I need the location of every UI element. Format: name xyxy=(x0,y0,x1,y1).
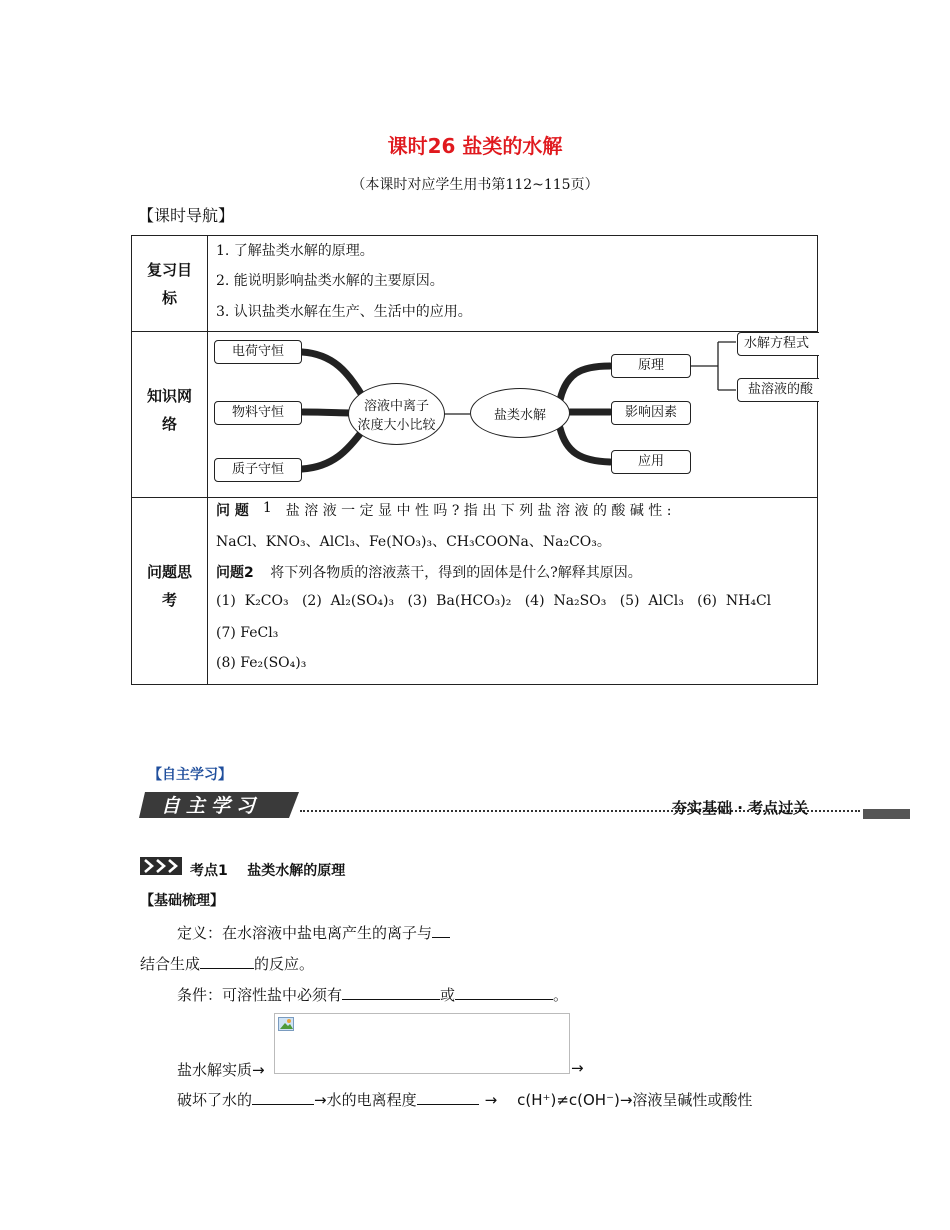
row-header-line: 考 xyxy=(161,591,177,609)
knowledge-network-header xyxy=(132,382,207,438)
definition-text: 定义：在水溶液中盐电离产生的离子与 xyxy=(177,924,433,942)
review-goal-item: 2. 能说明影响盐类水解的主要原因。 xyxy=(216,273,444,289)
question-2-items: (1) K₂CO₃ (2) Al₂(SO₄)₃ (3) Ba(HCO₃)₂ (4) Na₂SO₃ (5) AlCl₃ (6) NH₄Cl xyxy=(216,593,772,609)
condition-text: 或 xyxy=(440,986,456,1004)
answer-blank[interactable] xyxy=(342,985,440,1000)
answer-blank[interactable] xyxy=(455,985,553,1000)
charge-conservation-box: 电荷守恒 xyxy=(214,340,302,364)
definition-text: 结合生成 xyxy=(140,955,201,973)
row-header-line: 标 xyxy=(161,289,177,307)
question-1-list: NaCl、KNO₃、AlCl₃、Fe(NO₃)₃、CH₃COONa、Na₂CO₃。 xyxy=(216,534,611,550)
definition-text: 的反应。 xyxy=(254,955,315,973)
nav-heading: 【课时导航】 xyxy=(138,206,235,225)
mechanism-text: →水的电离程度 xyxy=(314,1091,417,1109)
question-1-label: 问 题 xyxy=(216,503,249,519)
answer-blank[interactable] xyxy=(432,923,450,938)
definition-line-1 xyxy=(177,922,450,943)
banner-end-bar xyxy=(863,809,910,819)
banner-title: 自主学习 xyxy=(161,795,262,817)
mechanism-text: → xyxy=(484,1091,498,1109)
question-1 xyxy=(216,500,806,520)
answer-blank[interactable] xyxy=(252,1090,314,1105)
row-header-line: 络 xyxy=(161,415,177,433)
question-2 xyxy=(216,562,642,582)
question-2-item-8: (8) Fe₂(SO₄)₃ xyxy=(216,655,307,671)
mechanism-result: c(H⁺)≠c(OH⁻)→溶液呈碱性或酸性 xyxy=(517,1091,753,1109)
answer-blank[interactable] xyxy=(200,954,254,969)
review-goals-header xyxy=(132,256,207,312)
answer-blank[interactable] xyxy=(417,1090,479,1105)
condition-line xyxy=(177,984,568,1005)
banner-tagline: 夯实基础 · 考点过关 xyxy=(672,799,809,817)
broken-image-icon xyxy=(278,1016,294,1030)
self-study-banner xyxy=(139,790,299,820)
questions-header xyxy=(132,558,207,614)
proton-conservation-box: 质子守恒 xyxy=(214,458,302,482)
influence-factors-box: 影响因素 xyxy=(611,401,691,425)
salt-solution-acidity-box: 盐溶液的酸 xyxy=(737,378,819,402)
essence-arrow: → xyxy=(571,1059,584,1077)
definition-line-2 xyxy=(140,953,314,974)
row-header-line: 复习目 xyxy=(146,261,192,279)
review-goal-item: 1. 了解盐类水解的原理。 xyxy=(216,243,374,259)
review-goal-item: 3. 认识盐类水解在生产、生活中的应用。 xyxy=(216,304,472,320)
self-study-label: 【自主学习】 xyxy=(148,767,232,783)
application-box: 应用 xyxy=(611,450,691,474)
basics-heading: 【基础梳理】 xyxy=(140,893,224,909)
mechanism-line xyxy=(177,1089,752,1110)
row-header-line: 问题思 xyxy=(146,563,192,581)
essence-label: 盐水解实质→ xyxy=(177,1061,265,1079)
node-line: 浓度大小比较 xyxy=(357,418,436,433)
image-placeholder xyxy=(274,1013,570,1074)
hydrolysis-equation-box: 水解方程式 xyxy=(737,332,819,356)
question-1-text: 盐 溶 液 一 定 显 中 性 吗 ? 指 出 下 列 盐 溶 液 的 酸 碱 性 : xyxy=(285,503,672,519)
course-nav-table xyxy=(131,235,818,685)
principle-box: 原理 xyxy=(611,354,691,378)
condition-text: 。 xyxy=(553,986,569,1004)
question-2-text: 将下列各物质的溶液蒸干，得到的固体是什么?解释其原因。 xyxy=(270,565,642,581)
node-line: 溶液中离子 xyxy=(363,399,429,414)
topic-heading: 考点1 盐类水解的原理 xyxy=(190,863,346,879)
question-2-item-7: (7) FeCl₃ xyxy=(216,625,279,641)
row-header-line: 知识网 xyxy=(146,387,192,405)
page-title: 课时26 盐类的水解 xyxy=(387,134,563,158)
question-1-number: 1 xyxy=(262,500,272,516)
mind-map xyxy=(208,332,819,498)
material-conservation-box: 物料守恒 xyxy=(214,401,302,425)
page-subtitle: （本课时对应学生用书第112~115页） xyxy=(351,177,599,193)
question-2-label: 问题2 xyxy=(216,565,254,581)
banner-shape xyxy=(139,790,299,820)
condition-text: 条件：可溶性盐中必须有 xyxy=(177,986,343,1004)
ion-concentration-node xyxy=(348,383,445,445)
mechanism-text: 破坏了水的 xyxy=(177,1091,253,1109)
triple-chevron-icon xyxy=(140,857,182,879)
salt-hydrolysis-node: 盐类水解 xyxy=(470,388,570,438)
